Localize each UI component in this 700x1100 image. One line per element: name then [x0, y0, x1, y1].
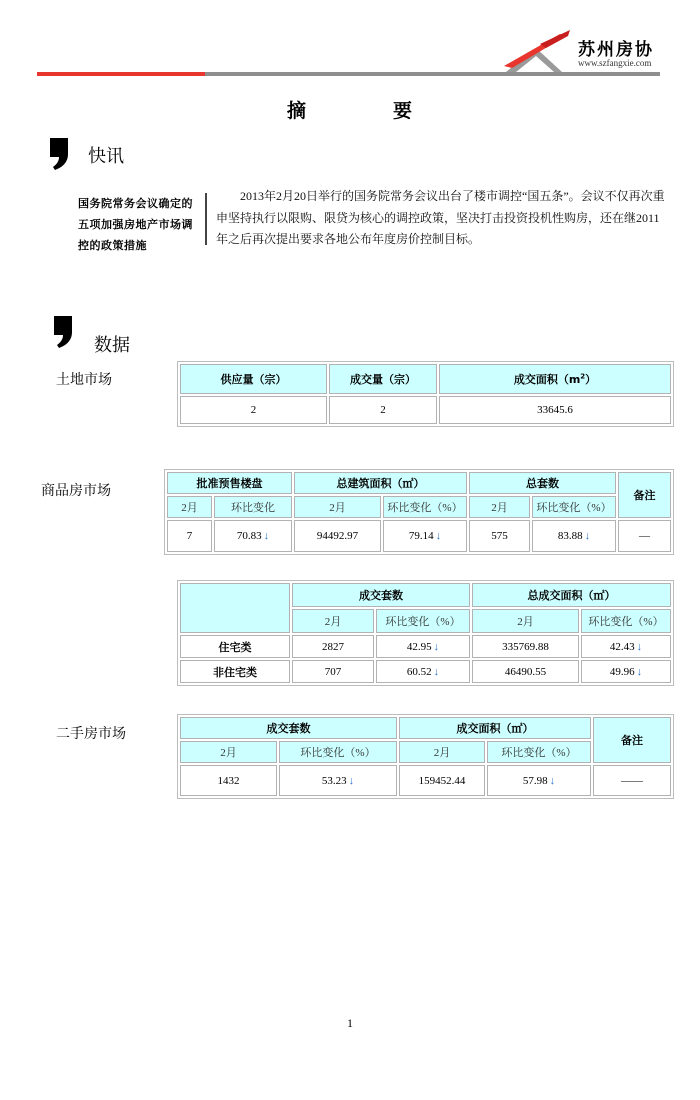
secondhand-sub-month: 2月 — [399, 741, 485, 763]
secondhand-group-remark: 备注 — [593, 717, 671, 763]
down-arrow-icon: ↓ — [433, 665, 440, 678]
data-heading: 数据 — [94, 335, 130, 356]
residential-area-change: 42.43 ↓ — [581, 635, 671, 658]
commercial-value-change: 79.14 ↓ — [383, 520, 467, 552]
commercial-sub-month: 2月 — [294, 496, 381, 518]
brand-name: 苏州房协 — [578, 40, 654, 60]
commercial-value-change: 70.83 ↓ — [214, 520, 292, 552]
commercial-market-label: 商品房市场 — [41, 483, 111, 499]
header-rule-red — [37, 72, 205, 76]
news-heading: 快讯 — [88, 146, 124, 167]
land-value-area: 33645.6 — [439, 396, 671, 424]
secondhand-market-label: 二手房市场 — [56, 726, 126, 742]
logo-icon — [500, 30, 572, 74]
news-divider — [205, 193, 207, 245]
header-rule-gray — [205, 72, 660, 76]
secondhand-area: 159452.44 — [399, 765, 485, 796]
secondhand-remark: —— — [593, 765, 671, 796]
page-title-left: 摘 — [287, 100, 307, 122]
secondhand-sub-change: 环比变化（%） — [279, 741, 397, 763]
down-arrow-icon: ↓ — [348, 774, 355, 787]
commercial-value-change: 83.88 ↓ — [532, 520, 616, 552]
commercial-sub-change: 环比变化（%） — [532, 496, 616, 518]
down-arrow-icon: ↓ — [433, 640, 440, 653]
commercial-type-group-area: 总成交面积（㎡） — [472, 583, 671, 607]
secondhand-market-table — [177, 714, 674, 799]
commercial-market-table — [164, 469, 674, 555]
commercial-type-sub-month: 2月 — [472, 609, 579, 633]
row-label-non-residential: 非住宅类 — [180, 660, 290, 683]
land-header-deals: 成交量（宗） — [329, 364, 437, 394]
down-arrow-icon: ↓ — [263, 530, 270, 542]
non-residential-units: 707 — [292, 660, 374, 683]
non-residential-units-change: 60.52 ↓ — [376, 660, 470, 683]
land-market-label: 土地市场 — [56, 372, 112, 388]
commercial-type-group-units: 成交套数 — [292, 583, 470, 607]
land-header-area: 成交面积$(m^2)$ — [439, 364, 671, 394]
residential-units: 2827 — [292, 635, 374, 658]
commercial-type-sub-change: 环比变化（%） — [376, 609, 470, 633]
non-residential-area: 46490.55 — [472, 660, 579, 683]
commercial-group-presale: 批准预售楼盘 — [167, 472, 292, 494]
down-arrow-icon: ↓ — [636, 665, 643, 678]
land-header-supply: 供应量（宗） — [180, 364, 327, 394]
commercial-group-area: 总建筑面积（㎡） — [294, 472, 467, 494]
commercial-type-sub-month: 2月 — [292, 609, 374, 633]
page-title-right: 要 — [393, 100, 413, 122]
down-arrow-icon: ↓ — [549, 774, 556, 787]
secondhand-group-units: 成交套数 — [180, 717, 397, 739]
secondhand-area-change: 57.98 ↓ — [487, 765, 591, 796]
commercial-type-corner — [180, 583, 290, 633]
land-market-table — [177, 361, 674, 427]
commercial-sub-month: 2月 — [469, 496, 530, 518]
news-body: 2013年2月20日举行的国务院常务会议出台了楼市调控“国五条”。会议不仅再次重申坚持执行以限购、限贷为核心的调控政策，坚决打击投资投机性购房，还在继2011年之后再次提出要求各地公布年度房价控制目标。 — [216, 189, 665, 246]
commercial-type-sub-change: 环比变化（%） — [581, 609, 671, 633]
row-label-residential: 住宅类 — [180, 635, 290, 658]
commercial-value: 94492.97 — [294, 520, 381, 552]
non-residential-area-change: 49.96 ↓ — [581, 660, 671, 683]
land-value-supply: 2 — [180, 396, 327, 424]
commercial-sub-change: 环比变化（%） — [383, 496, 467, 518]
commercial-value: 575 — [469, 520, 530, 552]
secondhand-units-change: 53.23 ↓ — [279, 765, 397, 796]
commercial-group-remark: 备注 — [618, 472, 671, 518]
secondhand-sub-change: 环比变化（%） — [487, 741, 591, 763]
page-number: 1 — [347, 1016, 353, 1030]
down-arrow-icon: ↓ — [435, 530, 442, 542]
commercial-group-units: 总套数 — [469, 472, 616, 494]
down-arrow-icon: ↓ — [584, 530, 591, 542]
commercial-value: 7 — [167, 520, 212, 552]
land-value-deals: 2 — [329, 396, 437, 424]
comma-bullet-icon — [48, 138, 70, 170]
commercial-sub-change: 环比变化 — [214, 496, 292, 518]
secondhand-sub-month: 2月 — [180, 741, 277, 763]
comma-bullet-icon — [52, 316, 74, 348]
secondhand-group-area: 成交面积（㎡） — [399, 717, 591, 739]
brand-url: www.szfangxie.com — [578, 58, 652, 68]
residential-units-change: 42.95 ↓ — [376, 635, 470, 658]
secondhand-units: 1432 — [180, 765, 277, 796]
commercial-sub-month: 2月 — [167, 496, 212, 518]
down-arrow-icon: ↓ — [636, 640, 643, 653]
commercial-type-table — [177, 580, 674, 686]
commercial-value-remark: — — [618, 520, 671, 552]
news-title: 国务院常务会议确定的五项加强房地产市场调控的政策措施 — [78, 197, 193, 252]
residential-area: 335769.88 — [472, 635, 579, 658]
